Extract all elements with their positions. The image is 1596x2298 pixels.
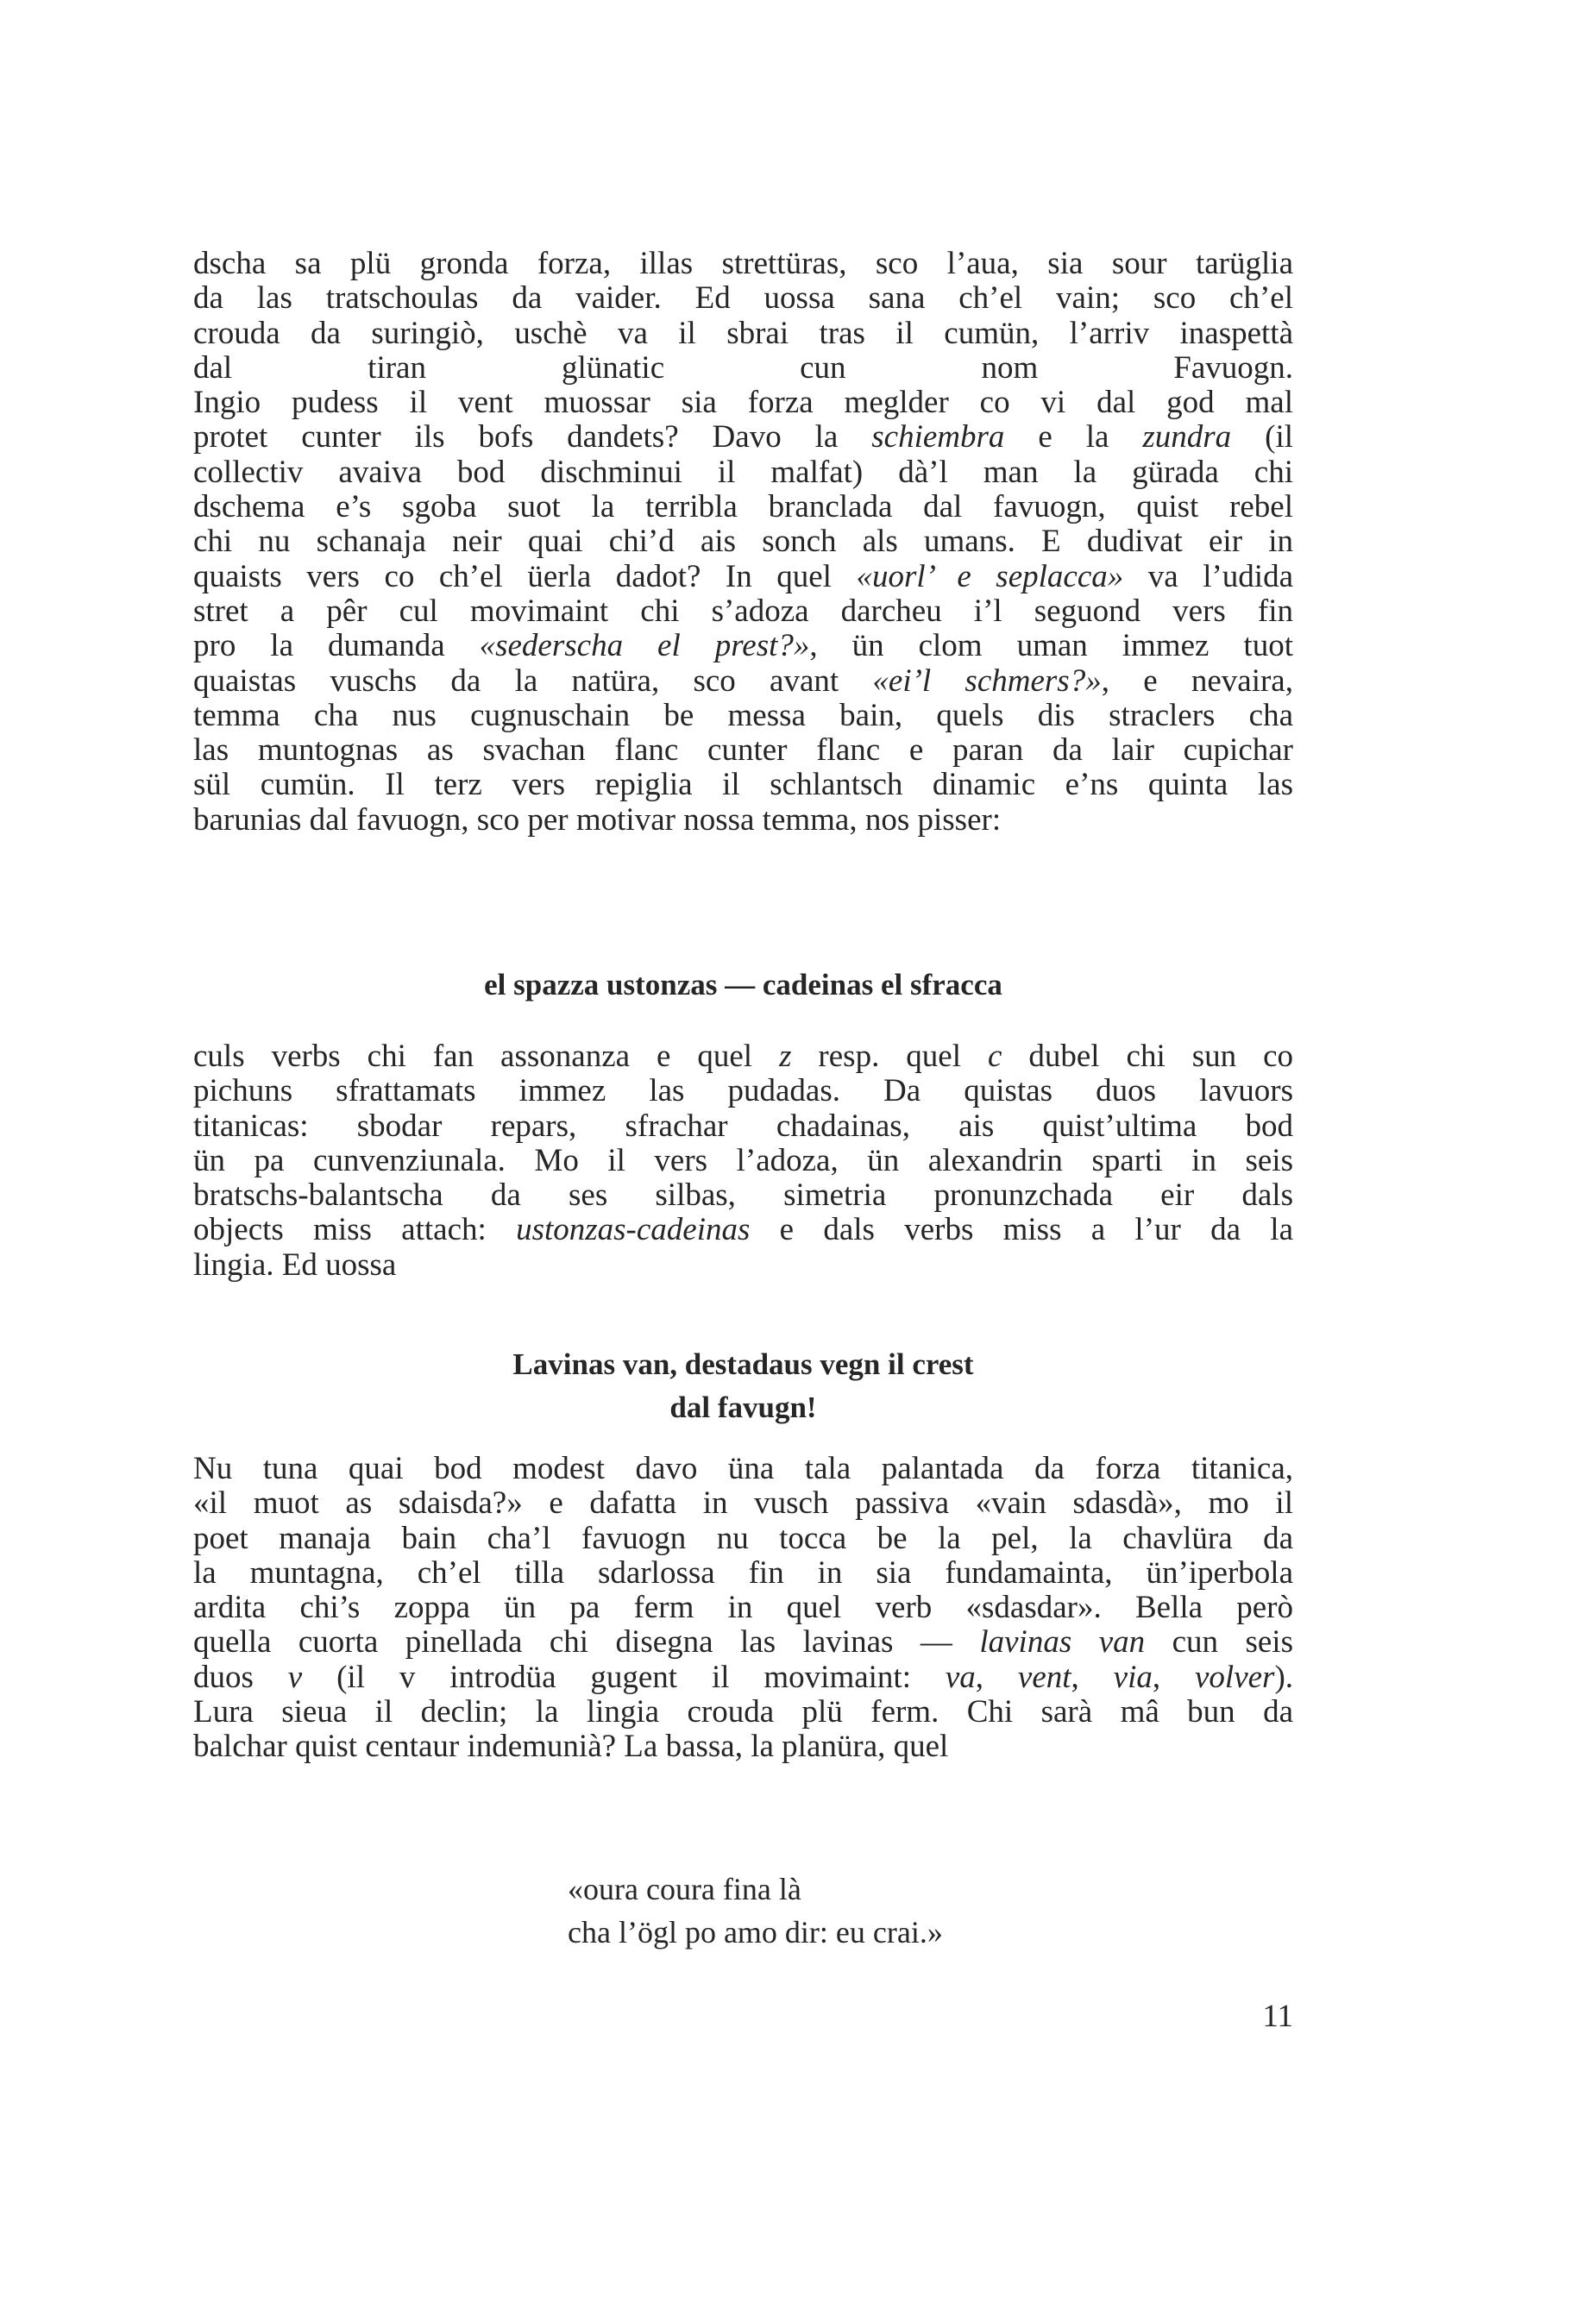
verse-quote-1: el spazza ustonzas — cadeinas el sfracca bbox=[484, 968, 1002, 1001]
text-run: dubel chi sun co bbox=[1002, 1039, 1293, 1074]
verse-quote-2-line-2: dal favugn! bbox=[669, 1391, 817, 1424]
text-run: , e nevaira, bbox=[1101, 662, 1293, 699]
text-line bbox=[193, 1625, 1293, 1660]
text-run: , bbox=[1152, 1659, 1195, 1695]
italic-run: vent bbox=[1017, 1659, 1071, 1695]
paragraph-2 bbox=[193, 1039, 1293, 1283]
text-line bbox=[193, 594, 1293, 629]
text-run: dschema e’s sgoba suot la terribla branclada dal favuogn, quist rebel bbox=[193, 489, 1293, 525]
text-line bbox=[193, 1178, 1293, 1213]
text-run: objects miss attach: bbox=[193, 1212, 517, 1248]
text-run: protet cunter ils bofs dandets? Davo la bbox=[193, 419, 872, 455]
italic-run: «sederscha el prest?» bbox=[479, 628, 810, 664]
text-line bbox=[193, 1556, 1293, 1591]
text-line bbox=[193, 699, 1293, 733]
text-run: stret a pêr cul movimaint chi s’adoza darcheu i’l seguond vers fin bbox=[193, 593, 1293, 629]
text-run: resp. quel bbox=[791, 1039, 988, 1074]
text-run: Ingio pudess il vent muossar sia forza meglder co vi dal god mal bbox=[193, 385, 1293, 421]
text-run: Lura sieua il declin; la lingia crouda plü ferm. Chi sarà mâ bun da bbox=[193, 1694, 1293, 1730]
italic-run: v bbox=[287, 1659, 303, 1695]
text-run: culs verbs chi fan assonanza e quel bbox=[193, 1039, 780, 1074]
text-line bbox=[193, 281, 1293, 316]
text-run: balchar quist centaur indemunià? La bassa, la planüra, quel bbox=[193, 1729, 949, 1765]
text-line bbox=[193, 1039, 1293, 1074]
text-line bbox=[193, 664, 1293, 699]
text-run: (il bbox=[1231, 419, 1294, 455]
text-run: las muntognas as svachan flanc cunter flanc e paran da lair cupichar bbox=[193, 732, 1293, 769]
text-run: pichuns sfrattamats immez las pudadas. Da quistas duos lavuors bbox=[193, 1073, 1293, 1109]
paragraph-1 bbox=[193, 247, 1293, 838]
text-run: «il muot as sdaisda?» e dafatta in vusch passiva «vain sdasdà», mo il bbox=[193, 1485, 1293, 1522]
italic-run: z bbox=[779, 1039, 792, 1074]
text-line bbox=[193, 1661, 1293, 1695]
text-line bbox=[193, 1109, 1293, 1144]
text-run: temma cha nus cugnuschain be messa bain, quels dis straclers cha bbox=[193, 697, 1293, 733]
text-run: sül cumün. Il terz vers repiglia il schlantsch dinamic e’ns quinta las bbox=[193, 767, 1293, 803]
text-run: e dals verbs miss a l’ur da la bbox=[750, 1212, 1293, 1248]
text-line bbox=[193, 351, 1293, 386]
text-line bbox=[193, 1695, 1293, 1730]
text-run: chi nu schanaja neir quai chi’d ais sonch als umans. E dudivat eir in bbox=[193, 524, 1293, 560]
italic-run: schiembra bbox=[871, 419, 1005, 455]
text-line bbox=[193, 386, 1293, 420]
text-run: ardita chi’s zoppa ün pa ferm in quel verb «sdasdar». Bella però bbox=[193, 1590, 1293, 1626]
text-run: lingia. Ed uossa bbox=[193, 1246, 397, 1283]
text-run: dscha sa plü gronda forza, illas strettüras, sco l’aua, sia sour tarüglia bbox=[193, 246, 1293, 281]
text-line bbox=[193, 1522, 1293, 1556]
text-run: barunias dal favuogn, sco per motivar nossa temma, nos pisser: bbox=[193, 801, 1002, 838]
text-run: (il v introdüa gugent il movimaint: bbox=[302, 1659, 946, 1695]
text-run: da las tratschoulas da vaider. Ed uossa sana ch’el vain; sco ch’el bbox=[193, 280, 1293, 317]
text-run: ün pa cunvenziunala. Mo il vers l’adoza, ün alexandrin sparti in seis bbox=[193, 1142, 1293, 1178]
text-line bbox=[193, 768, 1293, 802]
verse-quote-3-line-1: «oura coura fina là bbox=[568, 1872, 801, 1906]
text-run: poet manaja bain cha’l favuogn nu tocca be la pel, la chavlüra da bbox=[193, 1520, 1293, 1556]
text-run: , bbox=[1071, 1659, 1114, 1695]
verse-quote-3 bbox=[568, 1868, 943, 1954]
italic-run: volver bbox=[1195, 1659, 1275, 1695]
text-line bbox=[193, 1452, 1293, 1486]
text-line bbox=[193, 1213, 1293, 1247]
text-line bbox=[193, 1486, 1293, 1521]
text-run: , bbox=[975, 1659, 1018, 1695]
text-run: Nu tuna quai bod modest davo üna tala palantada da forza titanica, bbox=[193, 1451, 1293, 1486]
text-line bbox=[193, 1074, 1293, 1108]
text-line bbox=[193, 455, 1293, 490]
text-run: quella cuorta pinellada chi disegna las lavinas — bbox=[193, 1624, 980, 1661]
verse-quote-3-line-2: cha l’ögl po amo dir: eu crai.» bbox=[568, 1915, 943, 1950]
verse-quote-2-line-1: Lavinas van, destadaus vegn il crest bbox=[512, 1347, 974, 1381]
text-run: quaists vers co ch’el üerla dadot? In quel bbox=[193, 558, 857, 594]
text-line bbox=[193, 317, 1293, 351]
italic-run: va bbox=[945, 1659, 976, 1695]
text-line bbox=[193, 1144, 1293, 1178]
italic-run: zundra bbox=[1142, 419, 1232, 455]
text-line bbox=[193, 733, 1293, 768]
text-run: bratschs-balantscha da ses silbas, simetria pronunzchada eir dals bbox=[193, 1177, 1293, 1214]
italic-run: via bbox=[1113, 1659, 1153, 1695]
text-line bbox=[193, 1730, 1293, 1764]
italic-run: lavinas van bbox=[979, 1624, 1146, 1661]
text-run: crouda da suringiò, uschè va il sbrai tras il cumün, l’arriv inaspettà bbox=[193, 315, 1293, 351]
italic-run: «uorl’ e seplacca» bbox=[856, 558, 1124, 594]
paragraph-3 bbox=[193, 1452, 1293, 1765]
text-run: cun seis bbox=[1145, 1624, 1293, 1661]
text-run: quaistas vuschs da la natüra, sco avant bbox=[193, 662, 873, 699]
text-run: e la bbox=[1004, 419, 1143, 455]
text-run: pro la dumanda bbox=[193, 628, 480, 664]
text-line bbox=[193, 629, 1293, 663]
text-run: collectiv avaiva bod dischminui il malfat) dà’l man la gürada chi bbox=[193, 454, 1293, 490]
text-line bbox=[193, 247, 1293, 281]
italic-run: c bbox=[987, 1039, 1002, 1074]
text-run: , ün clom uman immez tuot bbox=[809, 628, 1293, 664]
text-run: ). bbox=[1274, 1659, 1294, 1695]
italic-run: «ei’l schmers?» bbox=[872, 662, 1102, 699]
text-line bbox=[193, 490, 1293, 524]
text-line bbox=[193, 1591, 1293, 1625]
italic-run: ustonzas-cadeinas bbox=[516, 1212, 751, 1248]
text-line bbox=[193, 420, 1293, 455]
text-run: dal tiran glünatic cun nom Favuogn. bbox=[193, 349, 1293, 386]
text-run: duos bbox=[193, 1659, 288, 1695]
text-line bbox=[193, 524, 1293, 559]
text-line bbox=[193, 803, 1293, 838]
text-run: va l’udida bbox=[1123, 558, 1293, 594]
text-run: la muntagna, ch’el tilla sdarlossa fin in sia fundamainta, ün’iperbola bbox=[193, 1554, 1293, 1591]
text-run: titanicas: sbodar repars, sfrachar chadainas, ais quist’ultima bod bbox=[193, 1108, 1293, 1144]
page-number: 11 bbox=[1262, 1999, 1293, 2034]
text-line bbox=[193, 1248, 1293, 1283]
text-line bbox=[193, 560, 1293, 594]
